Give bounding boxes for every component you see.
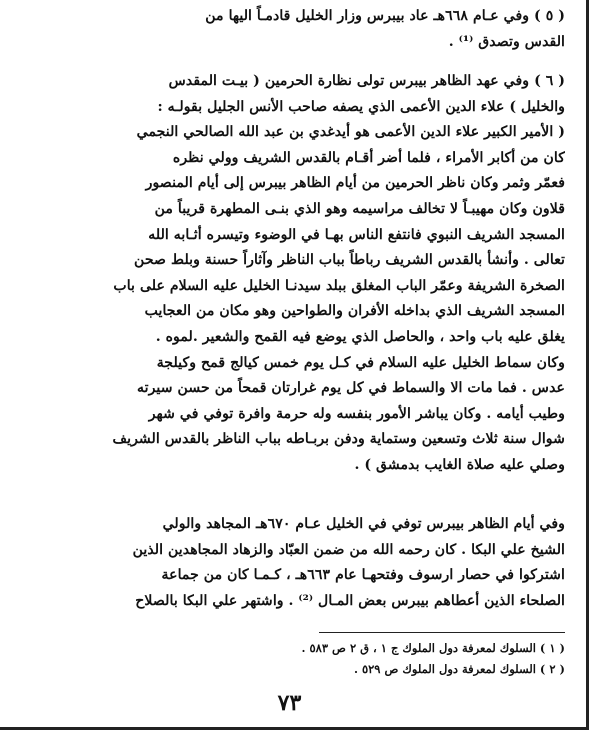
text-line: المسجد الشريف الذي بداخله الأفران والطواحين وهو مكان من العجايب: [144, 303, 565, 320]
text-line: المسجد الشريف النبوي فانتفع الناس بهـا في الوضوء وتيسره أثـابه الله: [148, 226, 565, 243]
text-line: كان من أكابر الأمراء ، فلما أضر أقـام بالقدس الشريف وولي نظره: [172, 149, 565, 166]
text-line: تعالى . وأنشأ بالقدس الشريف رباطاً بباب الناظر وآثاراً حسنة وبلط صحن: [134, 252, 565, 269]
text-line: ( ٦ ) وفي عهد الظاهر بيبرس تولى نظارة الحرمين ( بيـت المقدس: [168, 73, 565, 89]
paragraph-1: [14, 4, 565, 55]
page-number: ٧٣: [277, 690, 302, 716]
footnote-2: ( ٢ ) السلوك لمعرفة دول الملوك ص ٥٢٩ .: [353, 662, 565, 676]
text-line: والخليل ) علاء الدين الأعمى الذي يصفه صاحب الأنس الجليل بقولـه :: [157, 98, 565, 115]
paragraph-2: [14, 69, 565, 479]
text-line: وفي أيام الظاهر بيبرس توفي في الخليل عـام ٦٧٠هـ المجاهد والولي: [162, 516, 565, 532]
text-line: فعمّر وثمر وكان ناظر الحرمين من أيام الظاهر بيبرس إلى أيام المنصور: [145, 175, 565, 192]
text-line: القدس وتصدق ⁽¹⁾ .: [448, 33, 565, 50]
text-line: وطيب أيامه . وكان يباشر الأمور بنفسه وله حرمة وافرة توفي في شهر: [148, 405, 565, 422]
text-line: وصلي عليه صلاة الغايب بدمشق ) .: [354, 456, 565, 473]
text-line: ( الأمير الكبير علاء الدين الأعمى هو أيدغدي بن عبد الله الصالحي النجمي: [136, 124, 565, 141]
text-line: ( ٥ ) وفي عـام ٦٦٨هـ عاد بيبرس وزار الخليل قادمـاً اليها من: [205, 8, 565, 24]
text-line: شوال سنة ثلاث وتسعين وستماية ودفن بربـاطه بباب الناظر بالقدس الشريف: [112, 431, 565, 448]
paragraph-3: [14, 512, 565, 614]
text-line: عدس . فما مات الا والسماط في كل يوم غرارتان قمحاً من حسن سيرته: [137, 380, 565, 397]
text-line: الصلحاء الذين أعطاهم بيبرس بعض المـال ⁽²⁾ . واشتهر علي البكا بالصلاح: [135, 592, 565, 609]
text-line: قلاون وكان مهيبـاً لا تخالف مراسيمه وهو الذي بنـى المطهرة قريباً من: [154, 200, 565, 217]
text-line: الشيخ علي البكا . كان رحمه الله من ضمن العبّاد والزهاد المجاهدين الذين: [132, 541, 565, 558]
footnotes: [14, 638, 565, 680]
footnote-divider: [319, 632, 565, 633]
text-line: اشتركوا في حصار ارسوف وفتحهـا عام ٦٦٣هـ ، كـمـا كان من جماعة: [161, 567, 565, 584]
text-line: الصخرة الشريفة وعمّر الباب المغلق ببلد سيدنـا الخليل عليه السلام على باب: [113, 277, 565, 294]
text-line: يغلق عليه باب واحد ، والحاصل الذي يوضع فيه القمح والشعير .لموه .: [155, 328, 565, 345]
footnote-1: ( ١ ) السلوك لمعرفة دول الملوك ج ١ ، ق ٢ ص ٥٨٣ .: [301, 641, 565, 655]
text-line: وكان سماط الخليل عليه السلام في كـل يوم خمس كيالج قمح وكيلجة: [156, 354, 565, 371]
